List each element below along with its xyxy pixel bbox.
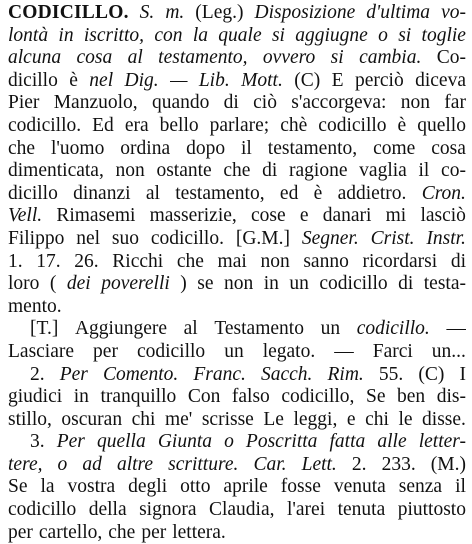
word: Ed xyxy=(92,114,114,136)
word: con xyxy=(154,24,183,46)
text-line xyxy=(8,499,466,522)
word: di xyxy=(450,250,466,272)
word: le xyxy=(398,408,413,430)
headword: CODICILLO. xyxy=(8,2,129,23)
word: tranquillo xyxy=(100,386,177,408)
word: Lett. xyxy=(301,453,337,475)
word: dicillo xyxy=(8,69,58,91)
text-line xyxy=(8,341,466,364)
word: codicillo. xyxy=(8,114,82,136)
word: Pier xyxy=(8,92,40,114)
word: (Leg.) xyxy=(195,2,244,23)
word: per xyxy=(8,521,33,543)
word: alle xyxy=(377,431,407,453)
word: in xyxy=(58,24,74,46)
word: — xyxy=(446,318,466,340)
word: un xyxy=(320,318,341,340)
word: Le xyxy=(263,408,284,430)
word: suo xyxy=(111,227,139,249)
word: Manzuolo, xyxy=(53,92,138,114)
word: Se xyxy=(365,386,386,408)
word: cose xyxy=(250,205,286,227)
word: 17. xyxy=(36,250,61,272)
word: d'ultima xyxy=(366,2,431,23)
word: Claudia, xyxy=(208,499,275,521)
word: dis- xyxy=(436,386,466,408)
text-line xyxy=(8,25,466,48)
text-line xyxy=(8,318,466,341)
word: l'uomo xyxy=(51,137,105,159)
word: aggiugne xyxy=(295,24,368,46)
word: Instr. xyxy=(426,227,466,249)
word: di xyxy=(262,160,278,182)
word: signora xyxy=(139,499,197,521)
word: che xyxy=(108,521,136,543)
word: Vell. xyxy=(8,205,43,227)
word: codicillo. xyxy=(356,318,430,340)
word: è xyxy=(313,182,323,204)
word: alcuna xyxy=(8,47,62,69)
word: cartello, xyxy=(38,521,103,543)
word: tere, xyxy=(8,453,43,475)
word: e xyxy=(299,205,309,227)
word: Poscritta xyxy=(245,431,318,453)
word: legato. xyxy=(262,340,316,362)
word: quello xyxy=(417,114,466,136)
word: della xyxy=(88,499,127,521)
word: Disposizione xyxy=(254,2,356,23)
word: al xyxy=(183,318,198,340)
word: 3. xyxy=(30,431,45,453)
text-line xyxy=(8,160,466,183)
word: codicillo xyxy=(8,499,77,521)
word: codicillo xyxy=(319,273,388,295)
word: un... xyxy=(431,340,466,362)
text-line xyxy=(8,431,466,454)
word: Dig. xyxy=(124,69,159,91)
word: addietro. xyxy=(337,182,407,204)
word: Segner. xyxy=(301,227,359,249)
word: Comento. xyxy=(102,363,179,385)
text-line xyxy=(8,115,466,138)
word: si xyxy=(330,47,344,69)
word: Lib. xyxy=(198,69,230,91)
word: ragione xyxy=(289,160,348,182)
word: cosa xyxy=(431,137,466,159)
word: stillo, xyxy=(8,408,52,430)
word: danari xyxy=(322,205,372,227)
word: mai xyxy=(217,250,247,272)
word: senza xyxy=(398,476,443,498)
word: 55. xyxy=(378,363,404,385)
word: [G.M.] xyxy=(235,227,290,249)
word: un xyxy=(224,340,244,362)
word: letter- xyxy=(418,431,466,453)
word: diceva xyxy=(415,69,466,91)
word: Mott. xyxy=(241,69,283,91)
text-line xyxy=(8,386,466,409)
word: tenuta xyxy=(337,499,386,521)
word: o xyxy=(224,431,234,453)
word: degli xyxy=(128,476,168,498)
word: al xyxy=(145,182,160,204)
word: l'arei xyxy=(286,499,326,521)
word: Filippo xyxy=(8,227,65,249)
word: m. xyxy=(165,2,185,23)
word: si xyxy=(398,24,412,46)
word: cosa xyxy=(76,47,113,69)
word: di xyxy=(398,273,414,295)
word: Aggiungere xyxy=(74,318,168,340)
word: ciò xyxy=(253,92,277,114)
text-line xyxy=(8,409,466,432)
word: dimenticata, xyxy=(8,160,104,182)
word: il xyxy=(418,160,430,182)
word: ) xyxy=(180,273,187,295)
word: ordina xyxy=(120,137,171,159)
word: ( xyxy=(49,273,57,295)
word: mento. xyxy=(8,295,62,317)
word: la xyxy=(192,24,208,46)
word: far xyxy=(444,92,466,114)
word: cambia. xyxy=(359,47,422,69)
word: parlare; xyxy=(209,114,270,136)
word: Se xyxy=(8,476,28,498)
word: Lasciare xyxy=(8,340,75,362)
word: perciò xyxy=(354,69,404,91)
text-line xyxy=(8,228,466,251)
text-line xyxy=(8,454,466,477)
word: 26. xyxy=(74,250,99,272)
word: chi xyxy=(131,408,156,430)
word: ben xyxy=(397,386,426,408)
word: mi xyxy=(385,205,407,227)
word: S. xyxy=(139,2,155,23)
word: nel xyxy=(89,69,114,91)
text-line xyxy=(8,2,466,25)
word: Cron. xyxy=(421,182,466,204)
word: otto xyxy=(180,476,211,498)
word: quale xyxy=(218,24,262,46)
word: non xyxy=(400,92,430,114)
word: falso xyxy=(231,386,270,408)
word: bello xyxy=(159,114,199,136)
text-line xyxy=(8,522,466,544)
word: fatta xyxy=(329,431,366,453)
text-line xyxy=(8,251,466,274)
word: Rimasemi xyxy=(56,205,136,227)
text-line xyxy=(8,138,466,161)
word: oscuran xyxy=(61,408,123,430)
word: Co- xyxy=(436,47,466,69)
word: dopo xyxy=(186,137,226,159)
text-line xyxy=(8,476,466,499)
word: in xyxy=(73,386,89,408)
word: codicillo xyxy=(318,114,387,136)
word: o xyxy=(378,24,388,46)
word: loro xyxy=(8,273,40,295)
word: Giunta xyxy=(157,431,212,453)
word: non xyxy=(224,273,254,295)
word: [T.] xyxy=(30,318,59,340)
word: quando xyxy=(151,92,210,114)
word: vaglia xyxy=(359,160,407,182)
word: (C) xyxy=(418,363,445,385)
word: ostante xyxy=(156,160,212,182)
word: non xyxy=(260,250,290,272)
word: altre xyxy=(116,453,154,475)
word: lasciò xyxy=(420,205,466,227)
word: 1. xyxy=(8,250,23,272)
word: codicillo, xyxy=(281,386,355,408)
word: testa- xyxy=(423,273,466,295)
word: dei xyxy=(66,273,91,295)
word: in xyxy=(263,273,279,295)
word: sanno xyxy=(303,250,349,272)
word: scritture. xyxy=(168,453,239,475)
word: e xyxy=(346,408,356,430)
word: toglie xyxy=(421,24,466,46)
word: Testamento xyxy=(214,318,304,340)
text-line xyxy=(8,205,466,228)
word: scrisse xyxy=(201,408,254,430)
text-line xyxy=(8,70,466,93)
word: 233. xyxy=(381,453,416,475)
word: masserizie, xyxy=(149,205,237,227)
text-line xyxy=(8,296,466,319)
word: 2. xyxy=(351,453,367,475)
word: venuta xyxy=(333,476,386,498)
word: dinanzi xyxy=(73,182,131,204)
word: (M.) xyxy=(430,453,466,475)
word: poverelli xyxy=(101,273,170,295)
word: si xyxy=(271,24,285,46)
word: per xyxy=(93,340,118,362)
word: nel xyxy=(76,227,101,249)
word: Farci xyxy=(372,340,413,362)
word: aprile xyxy=(223,476,268,498)
word: chè xyxy=(280,114,308,136)
word: ad xyxy=(82,453,102,475)
word: la xyxy=(40,476,55,498)
text-line xyxy=(8,47,466,70)
word: o xyxy=(57,453,68,475)
word: E xyxy=(331,69,344,91)
word: di xyxy=(223,92,239,114)
word: Sacch. xyxy=(260,363,313,385)
word: un xyxy=(289,273,309,295)
word: leggi, xyxy=(293,408,338,430)
word: che xyxy=(176,250,204,272)
text-line xyxy=(8,364,466,387)
word: vostra xyxy=(67,476,116,498)
word: codicillo. xyxy=(150,227,224,249)
text-line xyxy=(8,92,466,115)
word: Crist. xyxy=(370,227,415,249)
word: disse. xyxy=(422,408,466,430)
word: che xyxy=(223,160,251,182)
word: ovvero xyxy=(262,47,316,69)
word: piuttosto xyxy=(397,499,466,521)
word: me' xyxy=(164,408,193,430)
word: Ricchi xyxy=(112,250,164,272)
word: Con xyxy=(187,386,221,408)
word: — xyxy=(170,69,188,91)
word: il xyxy=(455,476,466,498)
word: codicillo xyxy=(136,340,206,362)
word: lontà xyxy=(8,24,49,46)
word: è xyxy=(69,69,78,91)
word: Rim. xyxy=(327,363,364,385)
word: co- xyxy=(441,160,466,182)
word: — xyxy=(334,340,354,362)
word: fosse xyxy=(280,476,321,498)
word: iscritto, xyxy=(83,24,145,46)
word: vo- xyxy=(441,2,466,23)
word: Franc. xyxy=(193,363,246,385)
word: ricordarsi xyxy=(362,250,438,272)
word: s'accorgeva: xyxy=(291,92,387,114)
word: Car. xyxy=(253,453,287,475)
word: chi xyxy=(365,408,389,430)
word: Per xyxy=(59,363,88,385)
word: testamento, xyxy=(267,137,358,159)
text-line xyxy=(8,273,466,296)
word: per xyxy=(141,521,167,543)
word: (C) xyxy=(294,69,321,91)
word: se xyxy=(197,273,214,295)
word: quella xyxy=(96,431,146,453)
word: al xyxy=(127,47,143,69)
word: ed xyxy=(279,182,299,204)
word: lettera. xyxy=(172,521,226,543)
word: dicillo xyxy=(8,182,58,204)
word: che xyxy=(8,137,36,159)
word: I xyxy=(459,363,466,385)
word: testamento, xyxy=(158,47,248,69)
word: non xyxy=(115,160,145,182)
word: era xyxy=(124,114,149,136)
word: giudici xyxy=(8,386,63,408)
word: 2. xyxy=(30,363,45,385)
word: testamento, xyxy=(175,182,265,204)
word: Per xyxy=(56,431,85,453)
word: come xyxy=(373,137,416,159)
text-line xyxy=(8,183,466,206)
word: il xyxy=(241,137,252,159)
word: è xyxy=(397,114,407,136)
